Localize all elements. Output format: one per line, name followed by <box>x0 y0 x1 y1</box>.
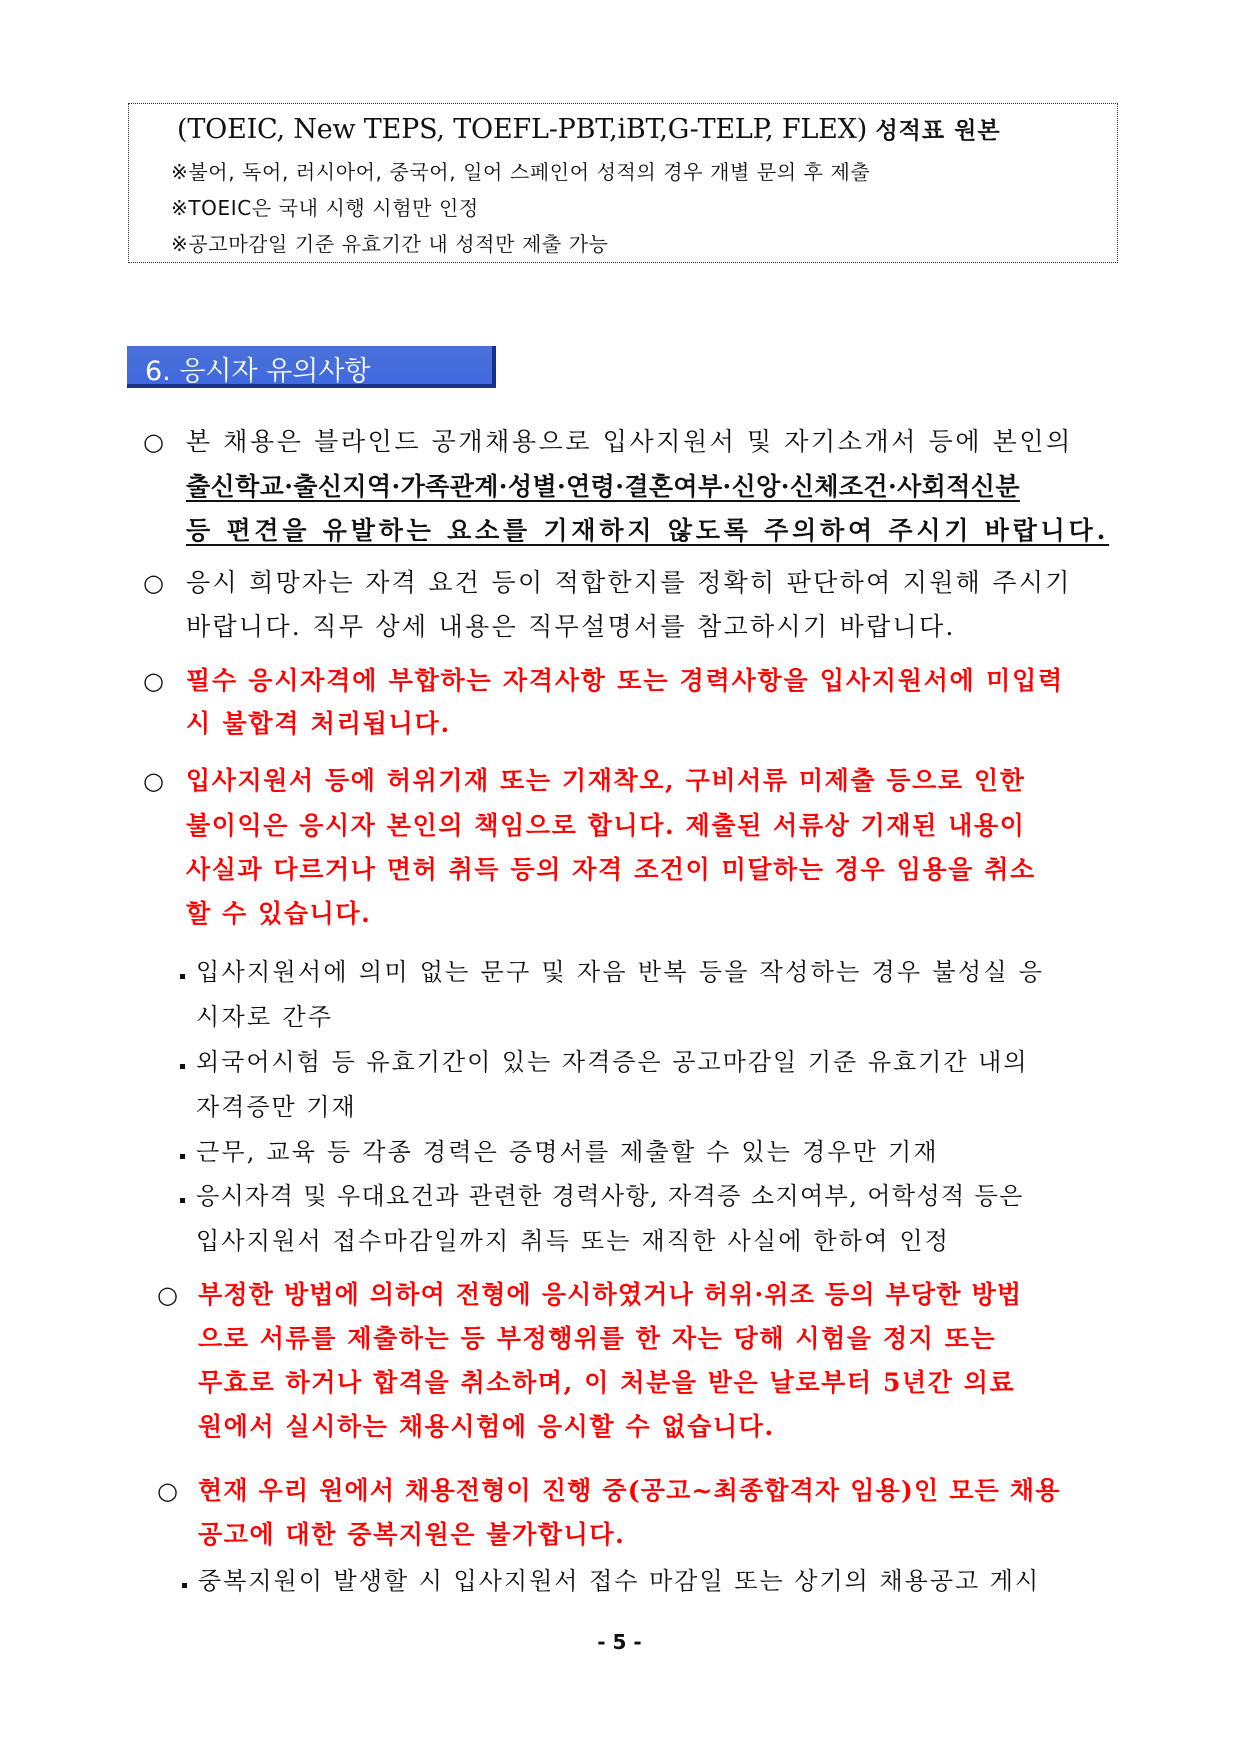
item4-line-warning: 사실과 다르거나 면허 취득 등의 자격 조건이 미달하는 경우 임용을 취소 <box>186 855 1036 884</box>
item6-line-warning: 현재 우리 원에서 채용전형이 진행 중(공고~최종합격자 임용)인 모든 채용 <box>198 1476 1061 1505</box>
item1-line-emphasis: 등 편견을 유발하는 요소를 기재하지 않도록 주의하여 주시기 바랍니다. <box>186 516 1110 545</box>
item5-line-warning: 으로 서류를 제출하는 등 부정행위를 한 자는 당해 시험을 정지 또는 <box>198 1324 997 1353</box>
bullet-circle: ○ <box>143 767 164 795</box>
exam-list: (TOEIC, New TEPS, TOEFL-PBT,iBT,G-TELP, FLEX) <box>177 114 868 145</box>
notice-note: ※공고마감일 기준 유효기간 내 성적만 제출 가능 <box>171 232 609 256</box>
sub-item-line: 외국어시험 등 유효기간이 있는 자격증은 공고마감일 기준 유효기간 내의 <box>196 1048 1029 1076</box>
sub-item-line: 자격증만 기재 <box>196 1093 357 1121</box>
item5-line-warning: 원에서 실시하는 채용시험에 응시할 수 없습니다. <box>198 1412 775 1441</box>
square-bullet <box>180 974 185 979</box>
square-bullet <box>180 1154 185 1159</box>
item3-line-warning: 필수 응시자격에 부합하는 자격사항 또는 경력사항을 입사지원서에 미입력 <box>186 666 1064 695</box>
item4-line-warning: 입사지원서 등에 허위기재 또는 기재착오, 구비서류 미제출 등으로 인한 <box>186 766 1026 795</box>
sub-item-line: 시자로 간주 <box>196 1003 334 1031</box>
section-title: 6. 응시자 유의사항 <box>145 356 371 387</box>
item1-line-emphasis: 출신학교·출신지역·가족관계·성별·연령·결혼여부·신앙·신체조건·사회적신분 <box>186 472 1020 501</box>
score-report-original: 성적표 원본 <box>875 118 1001 144</box>
item3-line-warning: 시 불합격 처리됩니다. <box>186 709 452 738</box>
exam-score-notice-box <box>128 103 1118 263</box>
sub-item-line: 입사지원서에 의미 없는 문구 및 자음 반복 등을 작성하는 경우 불성실 응 <box>196 958 1045 986</box>
sub-item-line: 중복지원이 발생할 시 입사지원서 접수 마감일 또는 상기의 채용공고 게시 <box>198 1567 1041 1595</box>
square-bullet <box>180 1064 185 1069</box>
bullet-circle: ○ <box>143 667 164 695</box>
bullet-circle: ○ <box>143 428 164 456</box>
bullet-circle: ○ <box>143 569 164 597</box>
sub-item-line: 입사지원서 접수마감일까지 취득 또는 재직한 사실에 한하여 인정 <box>196 1227 951 1255</box>
sub-item-line: 근무, 교육 등 각종 경력은 증명서를 제출할 수 있는 경우만 기재 <box>196 1138 939 1166</box>
sub-item-line: 응시자격 및 우대요건과 관련한 경력사항, 자격증 소지여부, 어학성적 등은 <box>196 1182 1024 1210</box>
bullet-circle: ○ <box>157 1281 178 1309</box>
page-number: - 5 - <box>597 1630 642 1654</box>
item4-line-warning: 불이익은 응시자 본인의 책임으로 합니다. 제출된 서류상 기재된 내용이 <box>186 811 1026 840</box>
square-bullet <box>182 1583 187 1588</box>
section-header <box>127 346 496 388</box>
item6-line-warning: 공고에 대한 중복지원은 불가합니다. <box>198 1520 626 1549</box>
item5-line-warning: 무효로 하거나 합격을 취소하며, 이 처분을 받은 날로부터 5년간 의료 <box>198 1368 1016 1397</box>
item2-line: 바랍니다. 직무 상세 내용은 직무설명서를 참고하시기 바랍니다. <box>186 612 956 641</box>
notice-note: ※TOEIC은 국내 시행 시험만 인정 <box>171 196 479 220</box>
bullet-circle: ○ <box>157 1477 178 1505</box>
notice-note: ※불어, 독어, 러시아어, 중국어, 일어 스페인어 성적의 경우 개별 문의 후 제출 <box>171 160 871 184</box>
square-bullet <box>180 1198 185 1203</box>
item2-line: 응시 희망자는 자격 요건 등이 적합한지를 정확히 판단하여 지원해 주시기 <box>186 568 1072 597</box>
item1-line: 본 채용은 블라인드 공개채용으로 입사지원서 및 자기소개서 등에 본인의 <box>186 427 1073 456</box>
notice-heading <box>177 112 1001 145</box>
item5-line-warning: 부정한 방법에 의하여 전형에 응시하였거나 허위·위조 등의 부당한 방법 <box>198 1280 1023 1309</box>
item4-line-warning: 할 수 있습니다. <box>186 899 372 928</box>
